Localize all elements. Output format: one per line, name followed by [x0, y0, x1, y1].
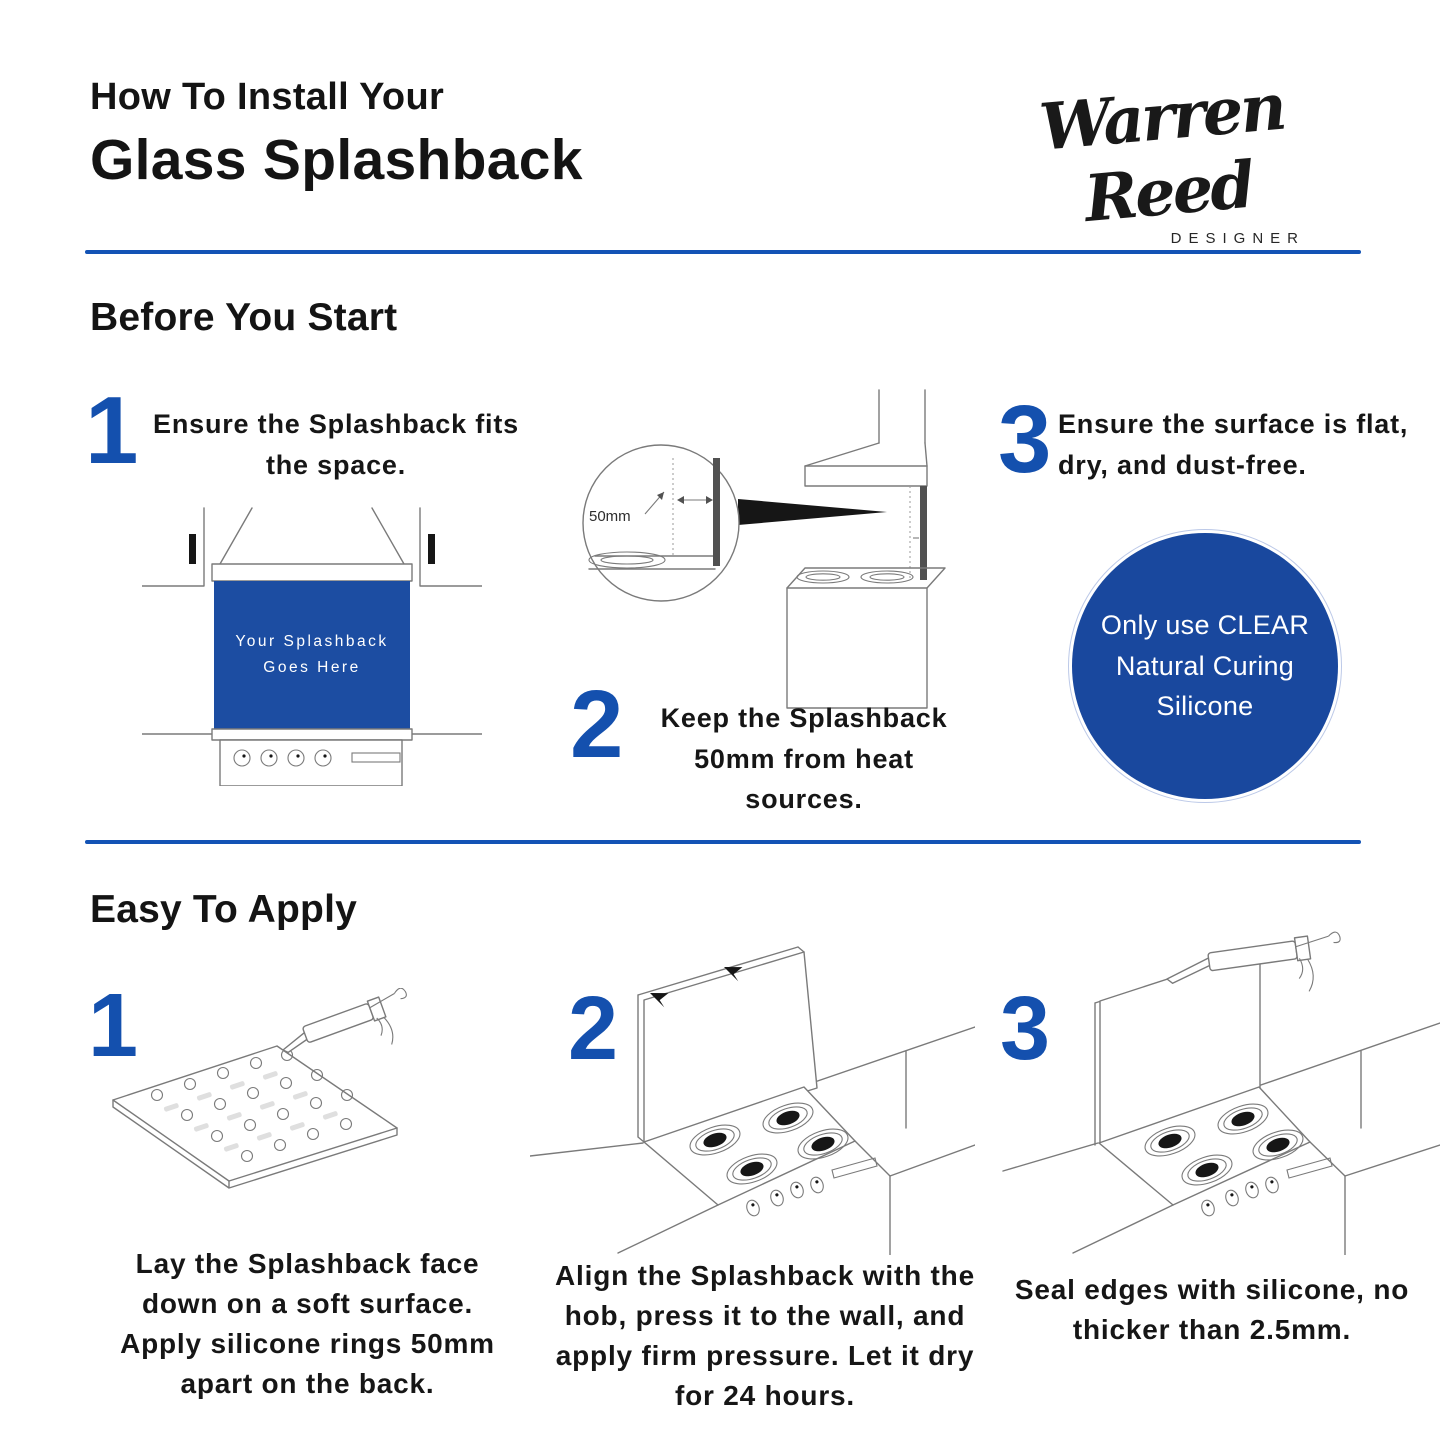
apply-step3-number: 3 [1000, 979, 1051, 1079]
cabinet-handle-left [189, 534, 196, 564]
section-divider-middle [85, 840, 1361, 844]
page-title [90, 76, 583, 193]
title-line1: How To Install Your [90, 76, 445, 118]
before-step3-number: 3 [998, 386, 1052, 493]
cooker-display [832, 1158, 877, 1178]
badge-line1: Only use CLEAR [1100, 610, 1310, 641]
brand-logo [985, 69, 1345, 247]
magnifier-pointer [738, 499, 887, 525]
logo-subtitle: DESIGNER [1170, 230, 1305, 247]
silicone-badge [1072, 533, 1338, 799]
apply-step2-caption: Align the Splashback with the hob, press it to the wall, and apply firm pressure. Let it dry for 24 hours. [555, 1260, 975, 1412]
seal-edges-illustration [985, 923, 1440, 1255]
apply-step3-caption: Seal edges with silicone, no thicker than 2.5mm. [1014, 1274, 1410, 1346]
badge-line2: Natural Curing [1115, 650, 1295, 681]
panel-label-line2: Goes Here [263, 659, 361, 676]
section-heading-before: Before You Start [90, 296, 398, 339]
silicone-rings-illustration [105, 988, 495, 1238]
before-step2-text: Keep the Splashback 50mm from heat sources. [660, 703, 948, 814]
section-heading-apply: Easy To Apply [90, 888, 357, 931]
before-step2-number: 2 [570, 671, 624, 778]
cabinet-handle-right [428, 534, 435, 564]
splashback-laid-flat [113, 1046, 397, 1188]
splashback-panel [214, 581, 410, 729]
align-panel-illustration [530, 923, 975, 1255]
magnifier-detail [583, 445, 739, 601]
cooker-side-view [787, 390, 945, 708]
apply-step1-number: 1 [88, 976, 139, 1076]
before-step1-number: 1 [85, 377, 139, 484]
cooker-hood [212, 508, 412, 581]
measure-label: 50mm [589, 508, 631, 525]
silicone-badge-text [1101, 605, 1309, 727]
before-step1-text: Ensure the Splashback fits the space. [153, 409, 519, 480]
panel-label-line1: Your Splashback [235, 633, 389, 650]
fit-check-illustration [142, 496, 482, 786]
section-divider-top [85, 250, 1361, 254]
cooker-display [1287, 1158, 1332, 1178]
apply-step1-caption: Lay the Splashback face down on a soft surface. Apply silicone rings 50mm apart on the back. [120, 1248, 495, 1400]
cooker-front [142, 729, 482, 786]
title-line2: Glass Splashback [90, 128, 583, 192]
apply-step2-number: 2 [568, 979, 619, 1079]
before-step3-text: Ensure the surface is flat, dry, and dust-free. [1058, 409, 1409, 480]
splashback-edge [920, 486, 927, 580]
badge-line3: Silicone [1156, 691, 1254, 722]
logo-signature: Warren Reed [1036, 69, 1287, 238]
